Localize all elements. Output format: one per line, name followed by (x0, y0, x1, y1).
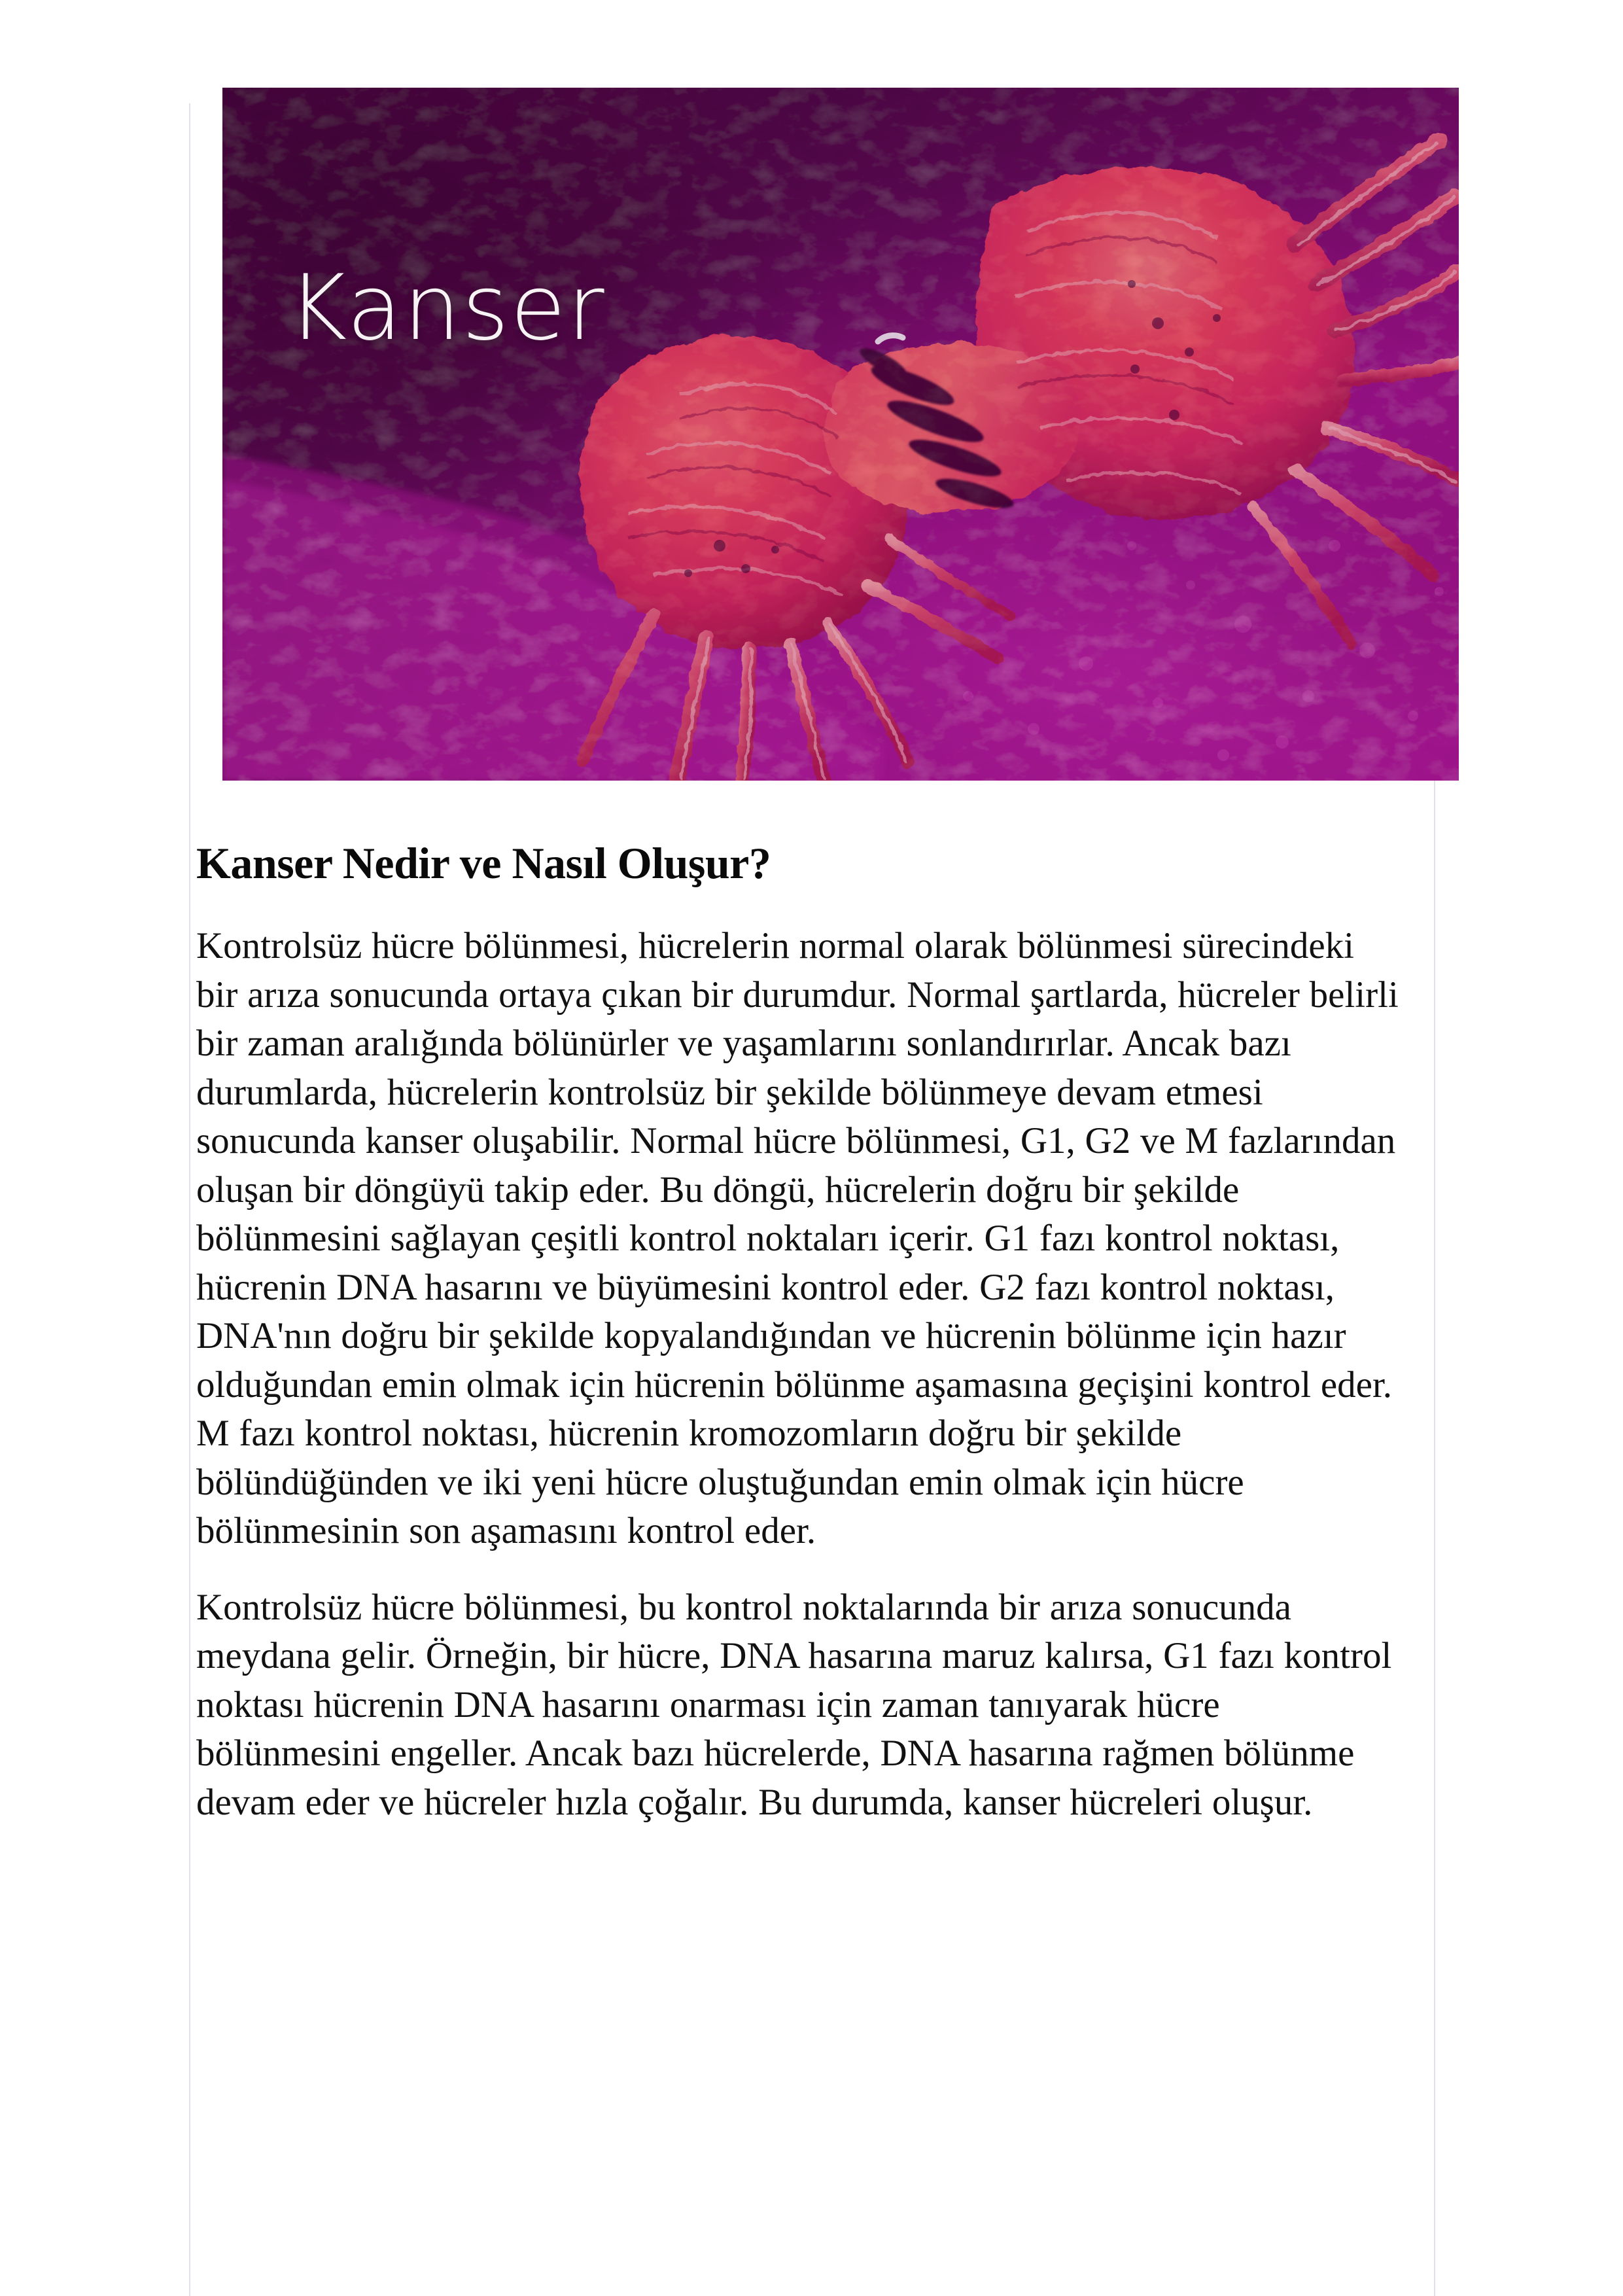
hero-cancer-cell-image (222, 88, 1459, 781)
content-column-left-rule (189, 103, 190, 2296)
page-title: Kanser Nedir ve Nasıl Oluşur? (196, 838, 771, 888)
article-body (196, 791, 1400, 1827)
article-paragraph-2: Kontrolsüz hücre bölünmesi, bu kontrol noktalarında bir arıza sonucunda meydana gelir. Örneğin, bir hücre, DNA hasarına maruz kalırsa, G1 fazı kontrol noktası hücrenin DNA hasarını onarması için zaman tanıyarak hücre bölünmesini engeller. Ancak bazı hücrelerde, DNA hasarına rağmen bölünme devam eder ve hücreler hızla çoğalır. Bu durumda, kanser hücreleri oluşur. (196, 1586, 1392, 1823)
article-paragraph-1: Kontrolsüz hücre bölünmesi, hücrelerin normal olarak bölünmesi sürecindeki bir arıza sonucunda ortaya çıkan bir durumdur. Normal şartlarda, hücreler belirli bir zaman aralığında bölünürler ve yaşamlarını sonlandırırlar. Ancak bazı durumlarda, hücrelerin kontrolsüz bir şekilde bölünmeye devam etmesi sonucunda kanser oluşabilir. Normal hücre bölünmesi, G1, G2 ve M fazlarından oluşan bir döngüyü takip eder. Bu döngü, hücrelerin doğru bir şekilde bölünmesini sağlayan çeşitli kontrol noktaları içerir. G1 fazı kontrol noktası, hücrenin DNA hasarını ve büyümesini kontrol eder. G2 fazı kontrol noktası, DNA'nın doğru bir şekilde kopyalandığından ve hücrenin bölünme için hazır olduğundan emin olmak için hücrenin bölünme aşamasına geçişini kontrol eder. M fazı kontrol noktası, hücrenin kromozomların doğru bir şekilde bölündüğünden ve iki yeni hücre oluştuğundan emin olmak için hücre bölünmesinin son aşamasını kontrol eder. (196, 925, 1399, 1552)
hero-overlay-title: Kanser (288, 255, 606, 361)
content-column (196, 77, 1433, 1827)
cancer-cell-illustration (222, 88, 1459, 781)
